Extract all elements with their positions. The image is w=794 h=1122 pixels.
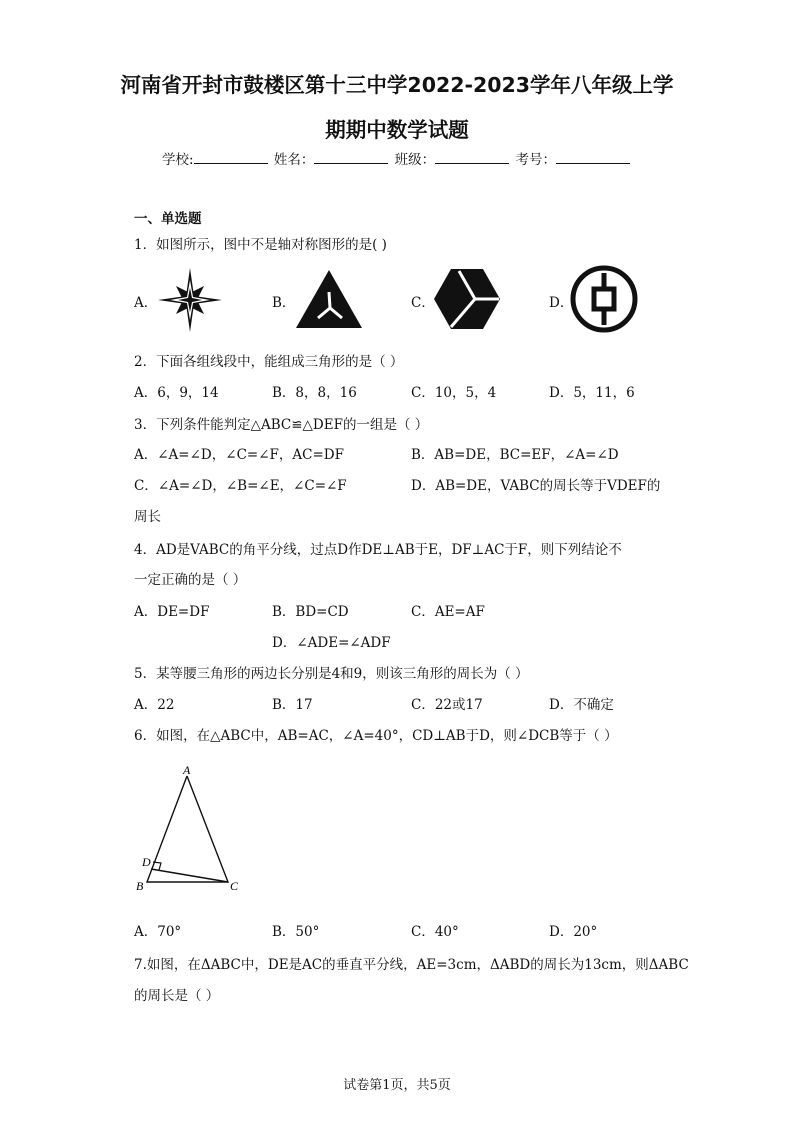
- name-label: 姓名：: [273, 152, 315, 168]
- q3-option-a: A．∠A=∠D，∠C=∠F，AC=DF: [134, 447, 344, 463]
- q3-option-c: C．∠A=∠D，∠B=∠E，∠C=∠F: [134, 478, 347, 494]
- school-blank[interactable]: [194, 151, 268, 164]
- hexagon-cube-icon: [433, 268, 501, 330]
- q5-option-c: C．22或17: [411, 697, 483, 713]
- q5-option-d: D．不确定: [549, 697, 614, 713]
- q3-option-b: B．AB=DE，BC=EF，∠A=∠D: [411, 447, 619, 463]
- q6-option-c: C．40°: [411, 924, 459, 940]
- name-blank[interactable]: [314, 151, 388, 164]
- q5-option-b: B．17: [272, 697, 313, 713]
- q1-option-c-label: C．: [411, 295, 435, 311]
- q4-option-b: B．BD=CD: [272, 604, 349, 620]
- triangle-abc-figure: [134, 760, 254, 895]
- question-2-stem: 2．下面各组线段中，能组成三角形的是（ ）: [134, 354, 404, 370]
- q4-option-a: A．DE=DF: [134, 604, 210, 620]
- question-7-stem-line-1: 7.如图，在ΔABC中，DE是AC的垂直平分线，AE=3cm，ΔABD的周长为13cm，则ΔABC: [134, 957, 689, 973]
- number-blank[interactable]: [556, 151, 630, 164]
- question-7-stem-line-2: 的周长是（ ）: [134, 988, 220, 1004]
- question-4-stem-line-2: 一定正确的是（ ）: [134, 572, 247, 588]
- question-4-stem-line-1: 4．AD是VABC的角平分线，过点D作DE⊥AB于E，DF⊥AC于F，则下列结论不: [134, 542, 622, 558]
- vertex-label-c: C: [230, 879, 239, 893]
- q1-option-a-label: A．: [134, 295, 158, 311]
- q1-option-d-label: D．: [549, 295, 574, 311]
- page-footer: 试卷第1页，共5页: [343, 1078, 451, 1093]
- question-3-stem: 3．下列条件能判定△ABC≌△DEF的一组是（ ）: [134, 417, 429, 433]
- section-heading: 一、单选题: [134, 211, 202, 227]
- question-5-stem: 5．某等腰三角形的两边长分别是4和9，则该三角形的周长为（ ）: [134, 666, 529, 682]
- class-blank[interactable]: [435, 151, 509, 164]
- question-1-stem: 1．如图所示，图中不是轴对称图形的是( ): [134, 237, 387, 253]
- vertex-label-b: B: [136, 879, 144, 893]
- vertex-label-a: A: [183, 763, 191, 777]
- triangle-pinwheel-icon: [294, 268, 364, 330]
- q4-option-c: C．AE=AF: [411, 604, 485, 620]
- student-info-row: [0, 148, 794, 168]
- q4-option-d: D．∠ADE=∠ADF: [272, 635, 391, 651]
- q2-option-a: A．6，9，14: [134, 385, 219, 401]
- q1-option-b-label: B．: [272, 295, 296, 311]
- vertex-label-d: D: [142, 855, 151, 869]
- compass-star-icon: [156, 266, 224, 334]
- q2-option-d: D．5，11，6: [549, 385, 635, 401]
- q2-option-c: C．10，5，4: [411, 385, 497, 401]
- q6-option-b: B．50°: [272, 924, 320, 940]
- q2-option-b: B．8，8，16: [272, 385, 357, 401]
- document-title-line-2: 期期中数学试题: [325, 118, 469, 142]
- q3-option-d-continuation: 周长: [134, 509, 161, 525]
- q6-option-d: D．20°: [549, 924, 598, 940]
- q6-option-a: A．70°: [134, 924, 182, 940]
- class-label: 班级：: [394, 152, 436, 168]
- number-label: 考号：: [515, 152, 556, 168]
- question-6-stem: 6．如图，在△ABC中，AB=AC，∠A=40°，CD⊥AB于D，则∠DCB等于（ ）: [134, 728, 618, 744]
- document-title-line-1: 河南省开封市鼓楼区第十三中学2022-2023学年八年级上学: [120, 73, 674, 97]
- circle-coin-icon: [570, 265, 638, 333]
- q5-option-a: A．22: [134, 697, 175, 713]
- school-label: 学校:: [162, 152, 194, 168]
- q3-option-d: D．AB=DE，VABC的周长等于VDEF的: [411, 478, 661, 494]
